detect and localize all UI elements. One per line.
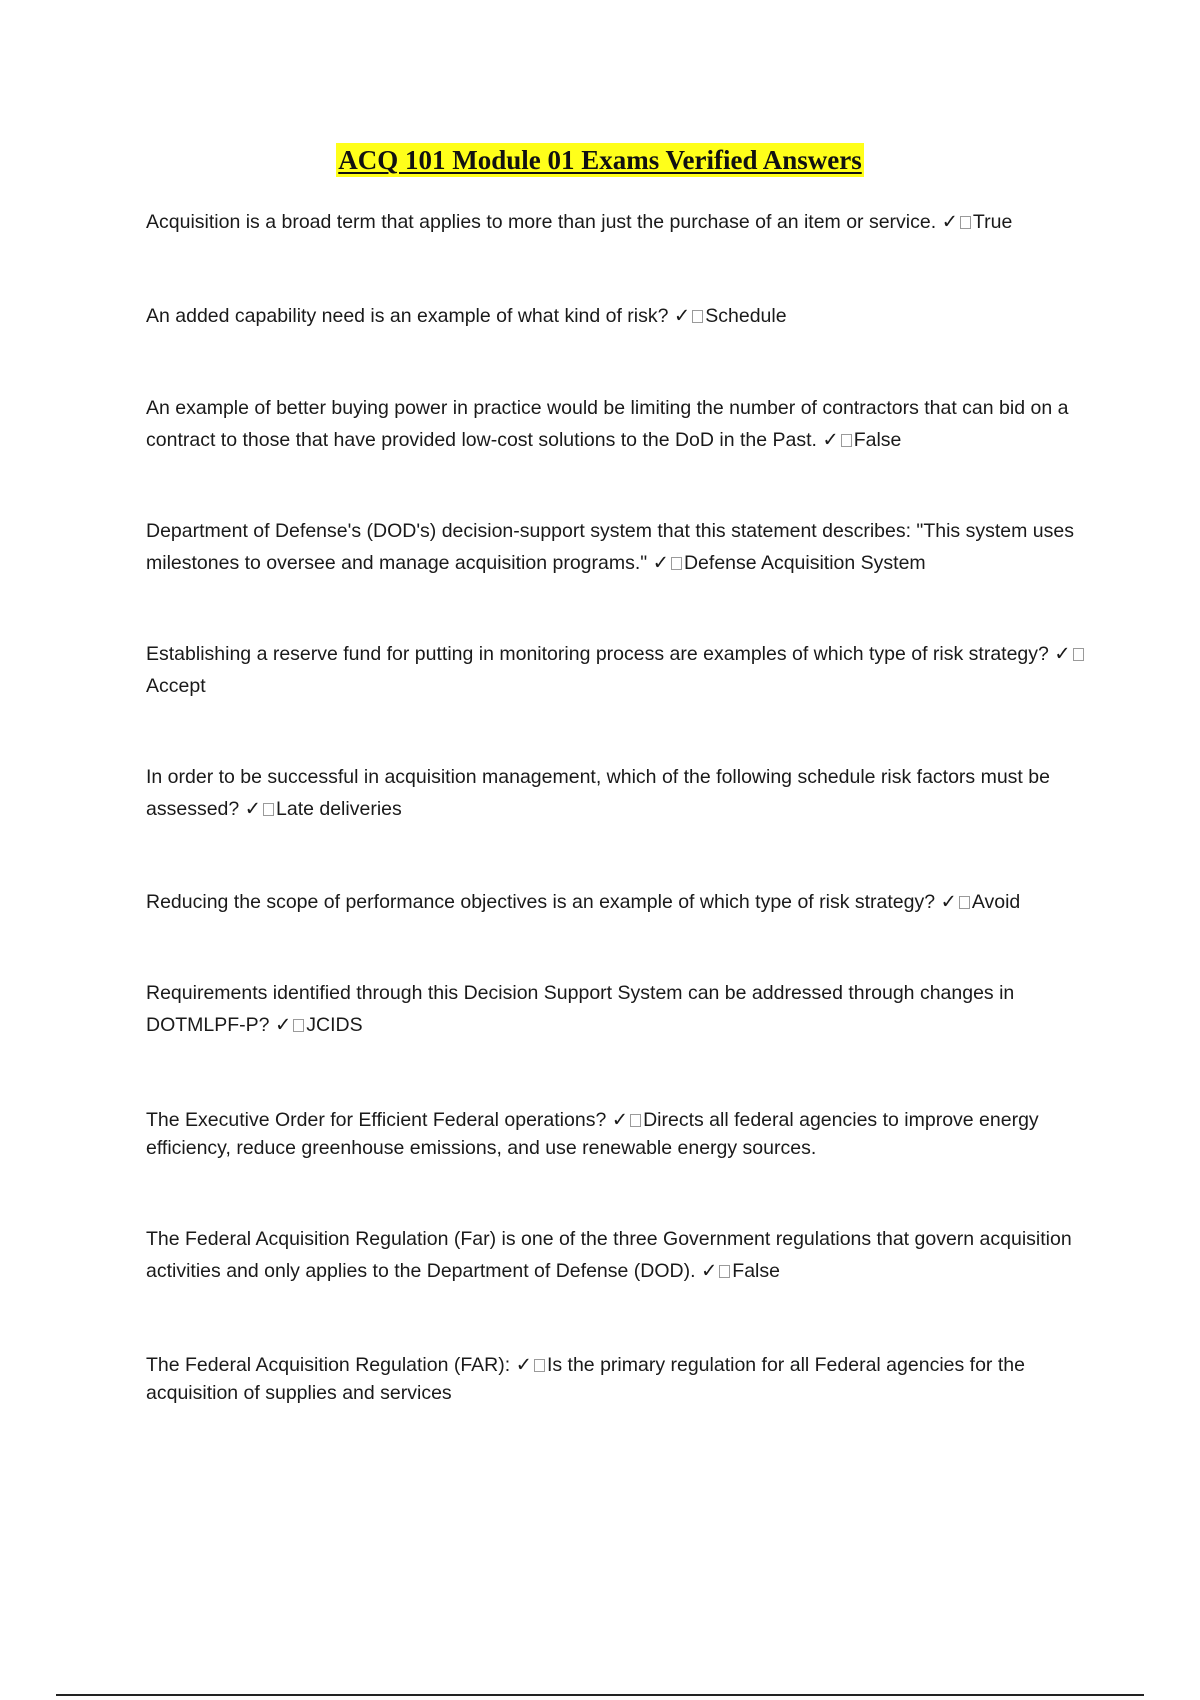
check-mark-icon: ✓ [940,890,957,913]
checkbox-icon [692,310,703,323]
question-text: Acquisition is a broad term that applies to more than just the purchase of an item or service. [146,211,937,233]
answer-text: Defense Acquisition System [683,552,926,574]
answer-text: Schedule [705,305,787,327]
question-text: Establishing a reserve fund for putting in monitoring process are examples of which type of risk strategy? [146,643,1049,665]
qa-item-8 [146,977,1086,1041]
qa-item-7 [146,886,1086,918]
document-title: ACQ 101 Module 01 Exams Verified Answers [338,145,862,175]
question-text: Requirements identified through this Decision Support System can be addressed through changes in DOTMLPF-P? [146,982,1015,1036]
check-mark-icon: ✓ [673,304,691,327]
check-mark-icon: ✓ [1054,642,1071,665]
question-text: An example of better buying power in practice would be limiting the number of contractors that can bid on a contract to those that have provided low-cost solutions to the DoD in the Past. [146,397,1069,451]
checkbox-icon [959,896,970,909]
checkbox-icon [960,216,971,229]
checkbox-icon [719,1265,730,1278]
check-mark-icon: ✓ [822,428,839,451]
check-mark-icon: ✓ [515,1353,532,1376]
check-mark-icon: ✓ [700,1259,718,1282]
qa-item-5 [146,638,1086,702]
qa-item-4 [146,515,1086,579]
check-mark-icon: ✓ [244,797,261,820]
qa-item-9 [146,1106,1086,1162]
check-mark-icon: ✓ [274,1013,292,1036]
answer-text: Is the primary regulation for all Federal agencies for the acquisition of supplies and services [146,1354,1025,1404]
answer-text: True [972,211,1013,233]
qa-item-1 [146,206,1086,238]
question-text: The Federal Acquisition Regulation (FAR): [146,1354,511,1376]
answer-text: False [853,429,902,451]
answer-text: False [732,1260,780,1282]
check-mark-icon: ✓ [941,210,958,233]
question-text: An added capability need is an example of what kind of risk? [146,305,669,327]
title-container [0,143,1200,177]
qa-item-11 [146,1351,1086,1407]
answer-text: JCIDS [306,1014,363,1036]
question-text: Department of Defense's (DOD's) decision-support system that this statement describes: "This system uses milestones to oversee and manage acquisition programs." [146,520,1074,574]
check-mark-icon: ✓ [611,1108,629,1131]
qa-item-3 [146,392,1086,456]
checkbox-icon [630,1114,641,1127]
question-text: Reducing the scope of performance objectives is an example of which type of risk strategy? [146,891,936,913]
qa-item-10 [146,1223,1086,1287]
question-text: The Federal Acquisition Regulation (Far) is one of the three Government regulations that govern acquisition activities and only applies to the Department of Defense (DOD). [146,1228,1072,1282]
checkbox-icon [671,557,682,570]
qa-item-2 [146,300,1086,332]
checkbox-icon [293,1019,304,1032]
answer-text: Avoid [971,891,1021,913]
checkbox-icon [534,1359,545,1372]
checkbox-icon [263,803,274,816]
checkbox-icon [841,434,852,447]
answer-text: Late deliveries [276,798,402,820]
answer-text: Directs all federal agencies to improve energy efficiency, reduce greenhouse emissions, and use renewable energy sources. [146,1109,1039,1159]
question-text: The Executive Order for Efficient Federal operations? [146,1109,607,1131]
qa-item-6 [146,761,1086,825]
answer-text: Accept [146,675,206,697]
footer-divider [56,1694,1144,1696]
question-text: In order to be successful in acquisition management, which of the following schedule risk factors must be assessed? [146,766,1050,820]
check-mark-icon: ✓ [652,551,669,574]
checkbox-icon [1073,648,1084,661]
